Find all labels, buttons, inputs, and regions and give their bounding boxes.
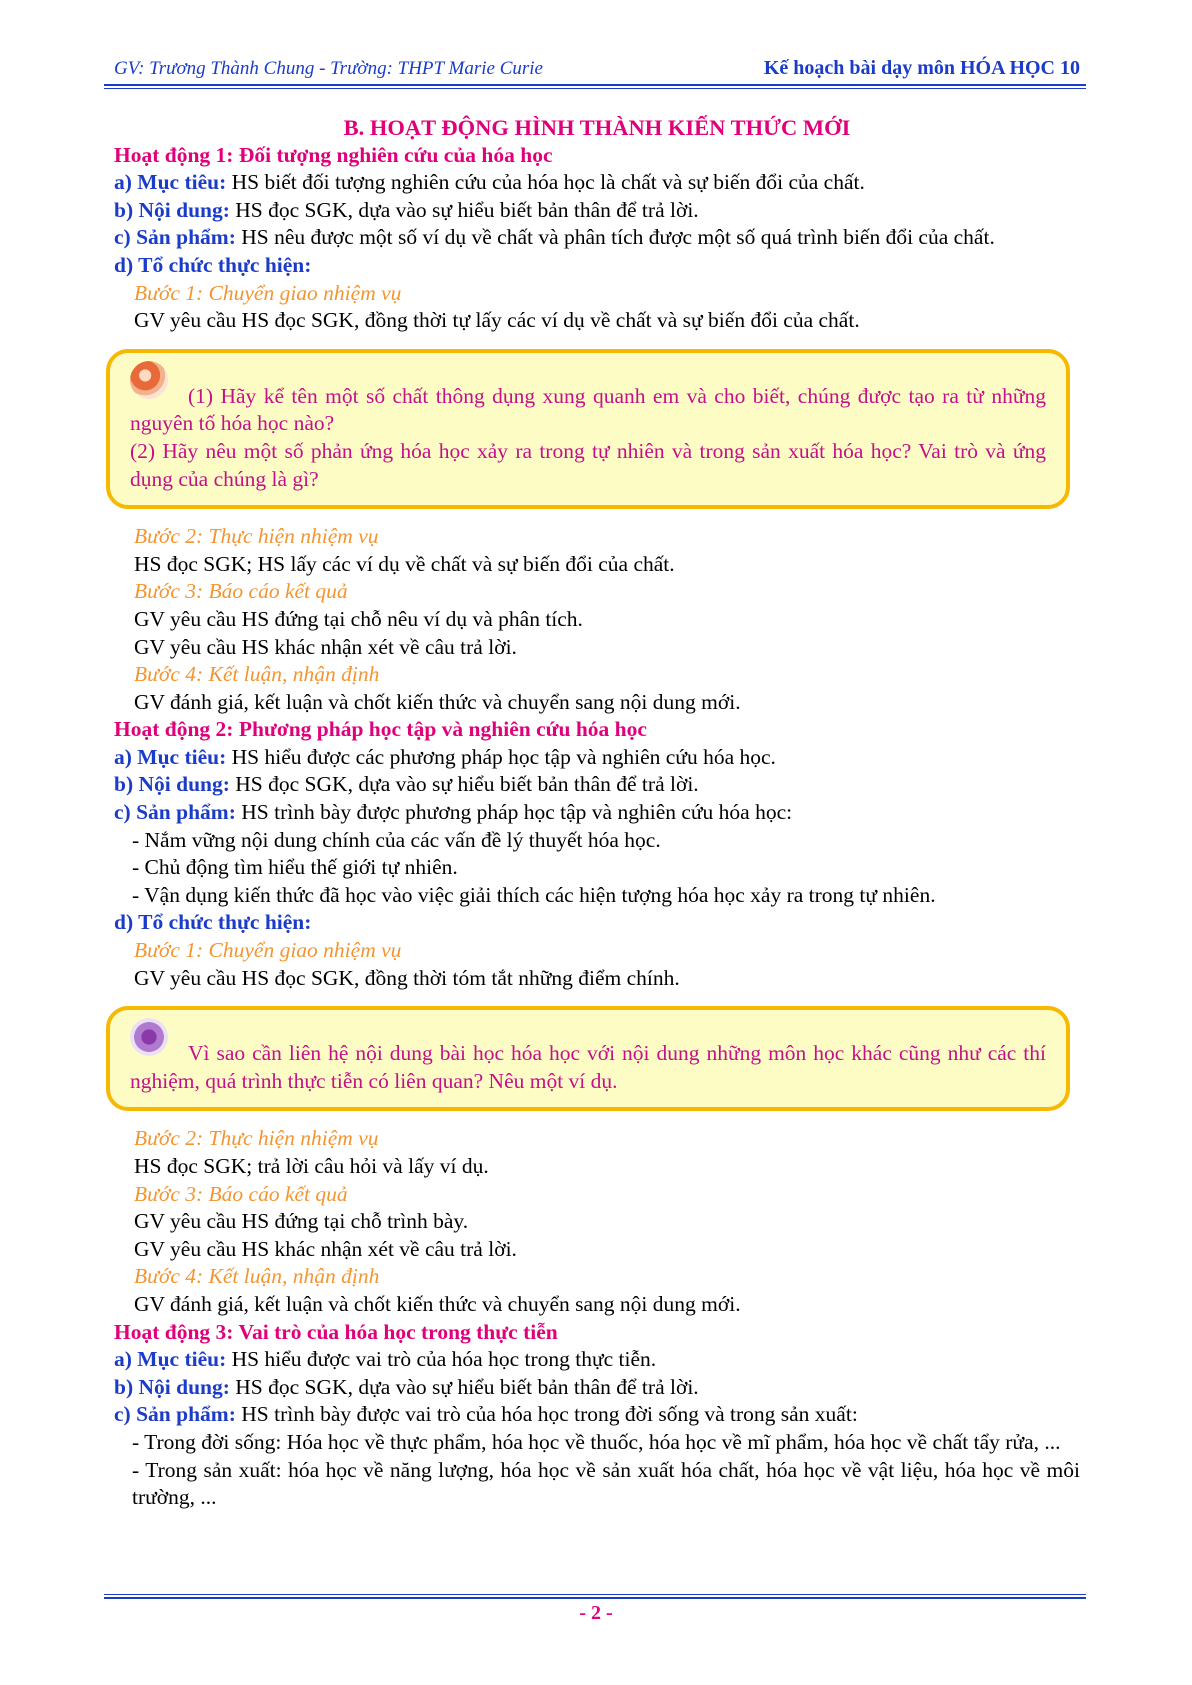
activity-2-product: c) Sản phẩm: HS trình bày được phương pháp học tập và nghiên cứu hóa học: [114, 800, 793, 825]
activity-3-title: Hoạt động 3: Vai trò của hóa học trong thực tiễn [114, 1319, 558, 1344]
activity-2-bullet-1: - Nắm vững nội dung chính của các vấn đề lý thuyết hóa học. [132, 827, 661, 852]
question-box-1 [106, 349, 1070, 509]
activity-2-step-2-text: HS đọc SGK; trả lời câu hỏi và lấy ví dụ. [134, 1154, 489, 1178]
footer-rule [104, 1597, 1086, 1599]
activity-3-objective: a) Mục tiêu: HS hiểu được vai trò của hóa học trong thực tiễn. [114, 1347, 657, 1372]
page-content [114, 114, 1080, 1512]
activity-2-step-1: Bước 1: Chuyển giao nhiệm vụ [134, 938, 402, 963]
activity-2-objective: a) Mục tiêu: HS hiểu được các phương pháp học tập và nghiên cứu hóa học. [114, 744, 776, 769]
activity-2-step-2: Bước 2: Thực hiện nhiệm vụ [134, 1126, 379, 1151]
activity-2-step-4: Bước 4: Kết luận, nhận định [134, 1264, 380, 1289]
question-1: (1) Hãy kể tên một số chất thông dụng xung quanh em và cho biết, chúng được tạo ra từ những nguyên tố hóa học nào? [130, 383, 1046, 436]
section-title: B. HOẠT ĐỘNG HÌNH THÀNH KIẾN THỨC MỚI [343, 115, 851, 140]
activity-3-bullet-1: - Trong đời sống: Hóa học về thực phẩm, hóa học về thuốc, hóa học về mĩ phẩm, hóa học về chất tẩy rửa, ... [132, 1429, 1061, 1454]
activity-1-step-2: Bước 2: Thực hiện nhiệm vụ [134, 524, 379, 549]
activity-1-step-3-text-2: GV yêu cầu HS khác nhận xét về câu trả lời. [134, 634, 517, 659]
question-mark-icon [130, 361, 168, 399]
activity-1-objective: a) Mục tiêu: HS biết đối tượng nghiên cứu của hóa học là chất và sự biến đổi của chất. [114, 170, 865, 195]
activity-2-step-3-text-2: GV yêu cầu HS khác nhận xét về câu trả lời. [134, 1236, 517, 1261]
activity-1-title: Hoạt động 1: Đối tượng nghiên cứu của hóa học [114, 142, 553, 167]
page-header [104, 56, 1084, 84]
header-rule [104, 84, 1086, 86]
question-2: (2) Hãy nêu một số phản ứng hóa học xảy ra trong tự nhiên và trong sản xuất hóa học? Vai trò và ứng dụng của chúng là gì? [130, 438, 1046, 491]
activity-1-product: c) Sản phẩm: HS nêu được một số ví dụ về chất và phân tích được một số quá trình biến đổi của chất. [114, 225, 995, 250]
activity-2-bullet-3: - Vận dụng kiến thức đã học vào việc giải thích các hiện tượng hóa học xảy ra trong tự nhiên. [132, 882, 936, 907]
activity-1-organize: d) Tổ chức thực hiện: [114, 252, 312, 277]
activity-1-step-3-text-1: GV yêu cầu HS đứng tại chỗ nêu ví dụ và phân tích. [134, 606, 583, 631]
question-box-2 [106, 1006, 1070, 1111]
activity-3-content: b) Nội dung: HS đọc SGK, dựa vào sự hiểu biết bản thân để trả lời. [114, 1374, 699, 1399]
header-teacher: GV: Trương Thành Chung - Trường: THPT Marie Curie [114, 58, 543, 79]
footer-rule-thin [104, 1594, 1086, 1595]
header-subject: Kế hoạch bài dạy môn HÓA HỌC 10 [763, 57, 1080, 79]
activity-1-content: b) Nội dung: HS đọc SGK, dựa vào sự hiểu biết bản thân để trả lời. [114, 197, 699, 222]
gear-icon [130, 1018, 168, 1056]
activity-2-organize: d) Tổ chức thực hiện: [114, 910, 312, 935]
activity-2-step-1-text: GV yêu cầu HS đọc SGK, đồng thời tóm tắt những điểm chính. [134, 965, 680, 990]
activity-1-step-4: Bước 4: Kết luận, nhận định [134, 662, 380, 687]
activity-3-product: c) Sản phẩm: HS trình bày được vai trò của hóa học trong đời sống và trong sản xuất: [114, 1402, 858, 1427]
activity-3-bullet-2: - Trong sản xuất: hóa học về năng lượng, hóa học về sản xuất hóa chất, hóa học về vật liệu, hóa học về môi trường, ... [132, 1457, 1080, 1510]
activity-2-bullet-2: - Chủ động tìm hiểu thế giới tự nhiên. [132, 855, 458, 880]
activity-2-title: Hoạt động 2: Phương pháp học tập và nghiên cứu hóa học [114, 717, 647, 742]
activity-2-step-3-text-1: GV yêu cầu HS đứng tại chỗ trình bày. [134, 1209, 469, 1234]
page-number: - 2 - [579, 1602, 613, 1624]
activity-1-step-1-text: GV yêu cầu HS đọc SGK, đồng thời tự lấy các ví dụ về chất và sự biến đổi của chất. [134, 308, 860, 333]
activity-1-step-3: Bước 3: Báo cáo kết quả [134, 579, 348, 604]
activity-2-step-4-text: GV đánh giá, kết luận và chốt kiến thức và chuyển sang nội dung mới. [134, 1291, 741, 1316]
activity-1-step-2-text: HS đọc SGK; HS lấy các ví dụ về chất và sự biến đổi của chất. [134, 551, 675, 576]
activity-1-step-4-text: GV đánh giá, kết luận và chốt kiến thức và chuyển sang nội dung mới. [134, 689, 741, 714]
activity-2-content: b) Nội dung: HS đọc SGK, dựa vào sự hiểu biết bản thân để trả lời. [114, 772, 699, 797]
header-rule-thin [104, 88, 1086, 89]
question-3: Vì sao cần liên hệ nội dung bài học hóa học với nội dung những môn học khác cũng như các thí nghiệm, quá trình thực tiễn có liên quan? Nêu một ví dụ. [130, 1041, 1046, 1093]
activity-1-step-1: Bước 1: Chuyển giao nhiệm vụ [134, 280, 402, 305]
activity-2-step-3: Bước 3: Báo cáo kết quả [134, 1181, 348, 1206]
